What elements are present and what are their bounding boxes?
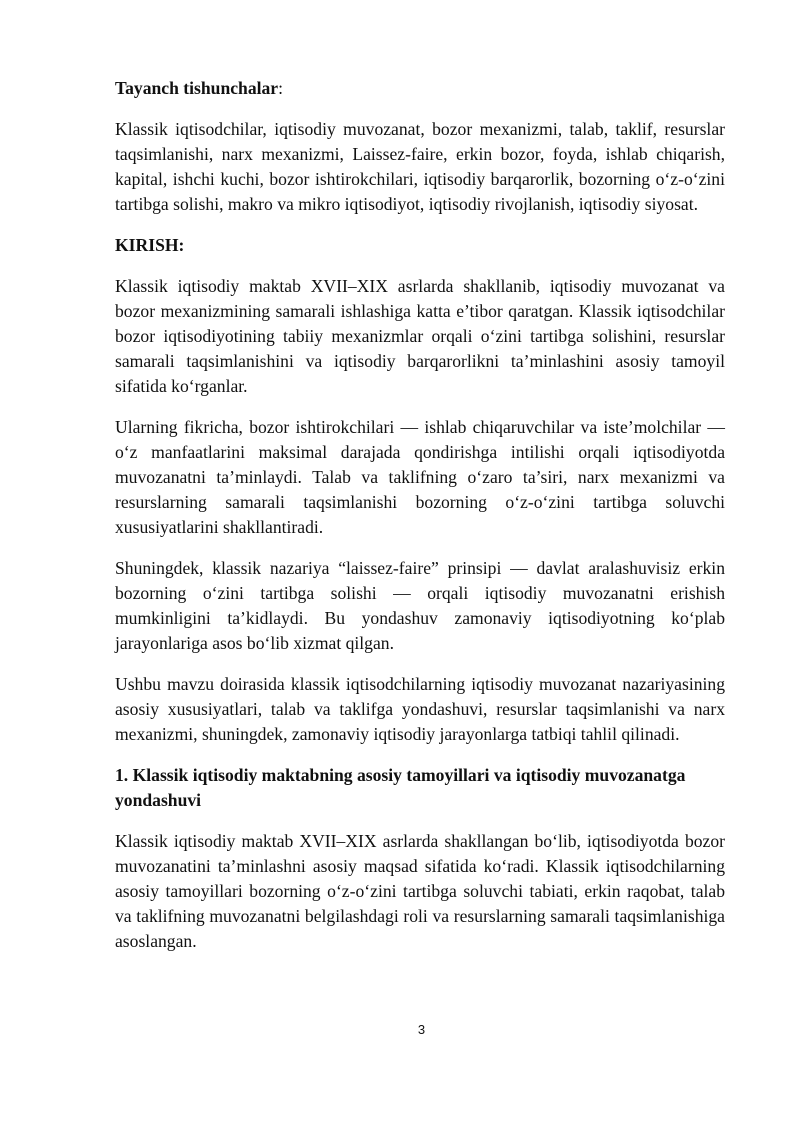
key-concepts-heading-colon: :: [278, 78, 284, 98]
intro-paragraph-3: Shuningdek, klassik nazariya “laissez-faire” prinsipi — davlat aralashuvisiz erkin bozorning o‘zini tartibga solishi — orqali iqtisodiy muvozanatni erishish mumkinligini ta’kidlaydi. Bu yondashuv zamonaviy iqtisodiyotning ko‘plab jarayonlariga asos bo‘lib xizmat qilgan.: [115, 558, 725, 653]
section-1-heading: 1. Klassik iqtisodiy maktabning asosiy tamoyillari va iqtisodiy muvozanatga yondashuvi: [115, 765, 686, 810]
page-number: 3: [417, 1022, 426, 1037]
key-concepts-heading-text: Tayanch tishunchalar: [115, 78, 279, 98]
intro-paragraph-4: Ushbu mavzu doirasida klassik iqtisodchilarning iqtisodiy muvozanat nazariyasining asosiy xususiyatlari, talab va taklifga yondashuvi, resurslar taqsimlanishi va narx mexanizmi, shuningdek, zamonaviy iqtisodiy jarayonlarga tatbiqi tahlil qilinadi.: [115, 674, 725, 744]
key-concepts-text: Klassik iqtisodchilar, iqtisodiy muvozanat, bozor mexanizmi, talab, taklif, resurslar taqsimlanishi, narx mexanizmi, Laissez-faire, erkin bozor, foyda, ishlab chiqarish, kapital, ishchi kuchi, bozor ishtirokchilari, iqtisodiy barqarorlik, bozorning o‘z-o‘zini tartibga solishi, makro va mikro iqtisodiyot, iqtisodiy rivojlanish, iqtisodiy siyosat.: [115, 119, 725, 214]
intro-paragraph-2: Ularning fikricha, bozor ishtirokchilari — ishlab chiqaruvchilar va iste’molchilar — o‘z manfaatlarini maksimal darajada qondirishga intilishi orqali iqtisodiyotda muvozanatni ta’minlaydi. Talab va taklifning o‘zaro ta’siri, narx mexanizmi va resurslarning samarali taqsimlanishi bozorning o‘z-o‘zini tartibga soluvchi xususiyatlarini shakllantiradi.: [115, 417, 725, 537]
intro-heading: KIRISH:: [115, 235, 185, 255]
section-1-paragraph: Klassik iqtisodiy maktab XVII–XIX asrlarda shakllangan bo‘lib, iqtisodiyotda bozor muvozanatini ta’minlashni asosiy maqsad sifatida ko‘radi. Klassik iqtisodchilarning asosiy tamoyillari bozorning o‘z-o‘zini tartibga soluvchi tabiati, erkin raqobat, talab va taklifning muvozanatni belgilashdagi roli va resurslarning samarali taqsimlanishiga asoslangan.: [115, 831, 725, 951]
document-page: [115, 76, 725, 970]
intro-paragraph-1: Klassik iqtisodiy maktab XVII–XIX asrlarda shakllanib, iqtisodiy muvozanat va bozor mexanizmining samarali ishlashiga katta e’tibor qaratgan. Klassik iqtisodchilar bozor iqtisodiyotining tabiiy mexanizmlar orqali o‘zini tartibga solishini, resurslar samarali taqsimlanishini va iqtisodiy barqarorlikni ta’minlashini asosiy tamoyil sifatida ko‘rganlar.: [115, 276, 725, 396]
key-concepts-heading: [115, 76, 725, 101]
